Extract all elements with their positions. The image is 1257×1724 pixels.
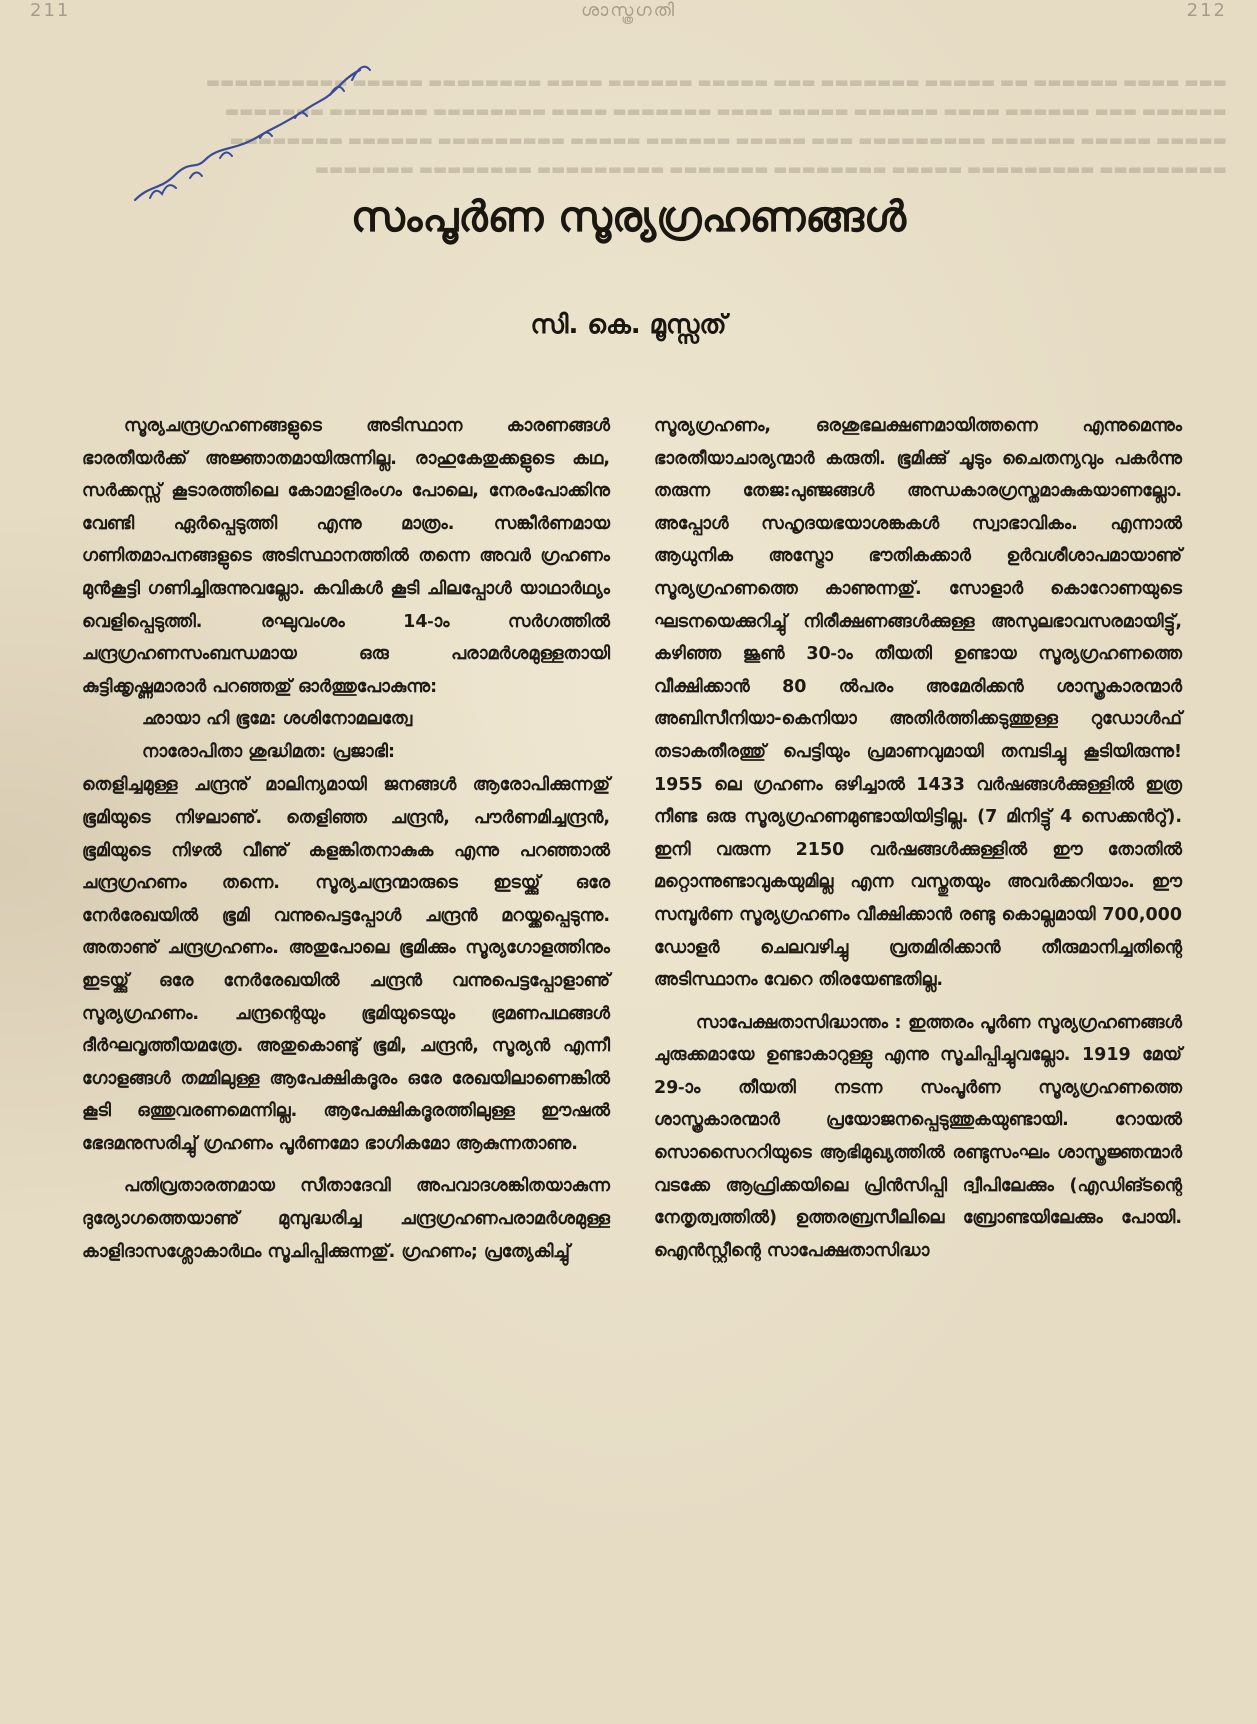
article-author: സി. കെ. മൂസ്സത്	[530, 310, 727, 340]
right-column	[654, 410, 1182, 1268]
paragraph: തെളിച്ചമുള്ള ചന്ദ്രനു് മാലിന്യമായി ജനങ്ങൾ ആരോപിക്കുന്നതു് ഭൂമിയുടെ നിഴലാണു്. തെളിഞ്ഞ ചന്ദ്രൻ, പൗർണമിച്ചന്ദ്രൻ, ഭൂമിയുടെ നിഴൽ വീണു് കളങ്കിതനാകുക എന്നു പറഞ്ഞാൽ ചന്ദ്രഗ്രഹണം തന്നെ. സൂര്യചന്ദ്രന്മാരുടെ ഇടയ്ക്കു് ഒരേ നേർരേഖയിൽ ഭൂമി വന്നുപെട്ടപ്പോൾ ചന്ദ്രൻ മറയ്ക്കപ്പെടുന്നു. അതാണു് ചന്ദ്രഗ്രഹണം. അതുപോലെ ഭൂമിക്കും സൂര്യഗോളത്തിനും ഇടയ്ക്കു് ഒരേ നേർരേഖയിൽ ചന്ദ്രൻ വന്നുപെട്ടപ്പോളാണു് സൂര്യഗ്രഹണം. ചന്ദ്രന്റെയും ഭൂമിയുടെയും ഭ്രമണപഥങ്ങൾ ദീർഘവൃത്തീയമത്രേ. അതുകൊണ്ടു് ഭൂമി, ചന്ദ്രൻ, സൂര്യൻ എന്നീ ഗോളങ്ങൾ തമ്മിലുള്ള ആപേക്ഷികദൂരം ഒരേ രേഖയിലാണെങ്കിൽ കൂടി ഒത്തുവരണമെന്നില്ല. ആപേക്ഷികദൂരത്തിലുള്ള ഈഷൽ ഭേദമനുസരിച്ചു് ഗ്രഹണം പൂർണമോ ഭാഗികമോ ആകുന്നതാണു.	[82, 775, 610, 1154]
paragraph: സൂര്യഗ്രഹണം, ഒരശുഭലക്ഷണമായിത്തന്നെ എന്നുമെന്നും ഭാരതീയാചാര്യന്മാർ കരുതി. ഭൂമിക്കു് ചൂടും ചൈതന്യവും പകർന്നു തരുന്ന തേജ:പുഞ്ജങ്ങൾ അന്ധകാരഗ്രസ്തമാകുകയാണല്ലോ. അപ്പോൾ സഹൃദയഭയാശങ്കകൾ സ്വാഭാവികം. എന്നാൽ ആധുനിക അസ്ട്രോ ഭൗതികക്കാർ ഉർവശീശാപമായാണു് സൂര്യഗ്രഹണത്തെ കാണുന്നതു്. സോളാർ കൊറോണയുടെ ഘടനയെക്കുറിച്ചു് നിരീക്ഷണങ്ങൾക്കുള്ള അസുലഭാവസരമായിട്ടു്, കഴിഞ്ഞ ജൂൺ 30-ാം തീയതി ഉണ്ടായ സൂര്യഗ്രഹണത്തെ വീക്ഷിക്കാൻ 80 ൽപരം അമേരിക്കൻ ശാസ്ത്രകാരന്മാർ അബിസീനിയാ-കെനിയാ അതിർത്തിക്കടുത്തുള്ള റുഡോൾഫ് തടാകതീരത്തു് പെട്ടിയും പ്രമാണവുമായി തമ്പടിച്ചു കൂടിയിരുന്നു! 1955 ലെ ഗ്രഹണം ഒഴിച്ചാൽ 1433 വർഷങ്ങൾക്കുള്ളിൽ ഇത്ര നീണ്ട ഒരു സൂര്യഗ്രഹണമുണ്ടായിയിട്ടില്ല. (7 മിനിട്ടു് 4 സെക്കൻറു്). ഇനി വരുന്ന 2150 വർഷങ്ങൾക്കുള്ളിൽ ഈ തോതിൽ മറ്റൊന്നുണ്ടാവുകയുമില്ല എന്ന വസ്തുതയും അവർക്കറിയാം. ഈ സമ്പൂർണ സൂര്യഗ്രഹണം വീക്ഷിക്കാൻ രണ്ടു കൊല്ലമായി 700,000 ഡോളർ ചെലവഴിച്ചു വ്രതമിരിക്കാൻ തീരുമാനിച്ചതിന്റെ അടിസ്ഥാനം വേറെ തിരയേണ്ടതില്ല.	[654, 416, 1182, 991]
paragraph-text: ഇത്തരം പൂർണ സൂര്യഗ്രഹണങ്ങൾ ചുരുക്കമായേ ഉണ്ടാകാറുള്ളു എന്നു സൂചിപ്പിച്ചുവല്ലോ. 1919 മേയ് 29-ാം തീയതി നടന്ന സംപൂർണ സൂര്യഗ്രഹണത്തെ ശാസ്ത്രകാരന്മാർ പ്രയോജനപ്പെടുത്തുകയുണ്ടായി. റോയൽ സൊസൈററിയുടെ ആഭിമുഖ്യത്തിൽ രണ്ടുസംഘം ശാസ്ത്രജ്ഞന്മാർ വടക്കേ ആഫ്രിക്കയിലെ പ്രിൻസിപ്പി ദ്വീപിലേക്കും (എഡിങ്ടന്റെ നേതൃത്വത്തിൽ) ഉത്തരബ്രസീലിലെ ബ്രോണ്ടയിലേക്കും പോയി. ഐൻസ്റ്റീന്റെ സാപേക്ഷതാസിദ്ധാ	[654, 1012, 1182, 1261]
verse-line: നാരോപിതാ ശുദ്ധിമത: പ്രജാഭി:	[142, 742, 395, 763]
section-heading: സാപേക്ഷതാസിദ്ധാന്തം :	[696, 1012, 902, 1033]
paragraph: പതിവ്രതാരത്നമായ സീതാദേവി അപവാദശങ്കിതയാകുന്ന ദുര്യോഗത്തെയാണു് മുമ്പുദ്ധരിച്ച ചന്ദ്രഗ്രഹണപരാമർശമുള്ള കാളിദാസശ്ലോകാർഥം സൂചിപ്പിക്കുന്നതു്. ഗ്രഹണം; പ്രത്യേകിച്ചു്	[82, 1176, 610, 1262]
article-title: സംപൂർണ സൂര്യഗ്രഹണങ്ങൾ	[350, 192, 907, 241]
bleed-through-text: ▬▬▬ ▬▬▬▬ ▬▬▬▬▬▬ ▬▬ ▬▬▬▬▬ ▬▬▬▬▬▬▬ ▬▬▬ ▬▬▬▬▬ ▬▬▬▬▬▬ ▬▬▬▬ ▬▬▬▬▬▬▬▬ ▬▬▬▬▬ ▬▬▬▬▬▬▬▬▬▬ ▬▬▬▬▬▬ ▬▬▬ ▬▬▬▬▬▬ ▬▬▬▬ ▬▬▬▬▬▬ ▬▬▬▬▬ ▬▬▬▬ ▬▬▬▬▬▬▬ ▬▬▬▬ ▬▬▬▬▬▬▬▬ ▬▬▬▬▬▬▬ ▬▬▬▬▬▬▬ ▬▬▬▬▬ ▬▬▬▬▬ ▬▬▬▬▬▬ ▬▬▬▬▬▬▬▬▬ ▬▬▬ ▬▬▬▬▬ ▬▬▬▬▬▬ ▬▬▬▬▬ ▬▬▬▬▬▬▬▬▬ ▬▬▬▬▬▬ ▬▬▬▬▬▬▬▬ ▬▬▬▬▬▬▬▬▬ ▬▬▬▬▬▬▬▬▬ ▬▬▬▬▬ ▬▬▬▬▬▬▬▬ ▬▬▬▬▬▬▬ ▬▬▬▬▬▬▬▬▬ ▬▬▬▬▬▬▬▬ ▬▬▬▬▬▬▬	[206, 73, 1227, 178]
sanskrit-verse	[82, 703, 610, 769]
left-column	[82, 410, 610, 1268]
paragraph	[654, 1007, 1182, 1268]
running-head	[30, 0, 1227, 26]
running-head-center: ശാസ്ത്രഗതി	[580, 0, 677, 21]
page-number: 212	[1186, 0, 1227, 21]
article-body	[82, 410, 1182, 1268]
paragraph: സൂര്യചന്ദ്രഗ്രഹണങ്ങളുടെ അടിസ്ഥാന കാരണങ്ങൾ ഭാരതീയർക്ക് അജ്ഞാതമായിരുന്നില്ല. രാഹുകേതുക്കളുടെ കഥ, സർക്കസ്സ് കൂടാരത്തിലെ കോമാളിരംഗം പോലെ, നേരംപോക്കിനു വേണ്ടി ഏർപ്പെടുത്തി എന്നു മാത്രം. സങ്കീർണമായ ഗണിതമാപനങ്ങളുടെ അടിസ്ഥാനത്തിൽ തന്നെ അവർ ഗ്രഹണം മുൻകൂട്ടി ഗണിച്ചിരുന്നുവല്ലോ. കവികൾ കൂടി ചിലപ്പോൾ യാഥാർഥ്യം വെളിപ്പെടുത്തി. രഘുവംശം 14-ാം സർഗത്തിൽ ചന്ദ്രഗ്രഹണസംബന്ധമായ ഒരു പരാമർശമുള്ളതായി കുട്ടിക്കൃഷ്ണമാരാർ പറഞ്ഞതു് ഓർത്തുപോകുന്നു:	[82, 416, 610, 697]
verse-line: ഛായാ ഹി ഭൂമേ: ശശിനോമലത്വേ	[142, 709, 413, 730]
handwritten-signature-icon	[120, 50, 420, 210]
running-head-left: 211	[30, 0, 71, 21]
